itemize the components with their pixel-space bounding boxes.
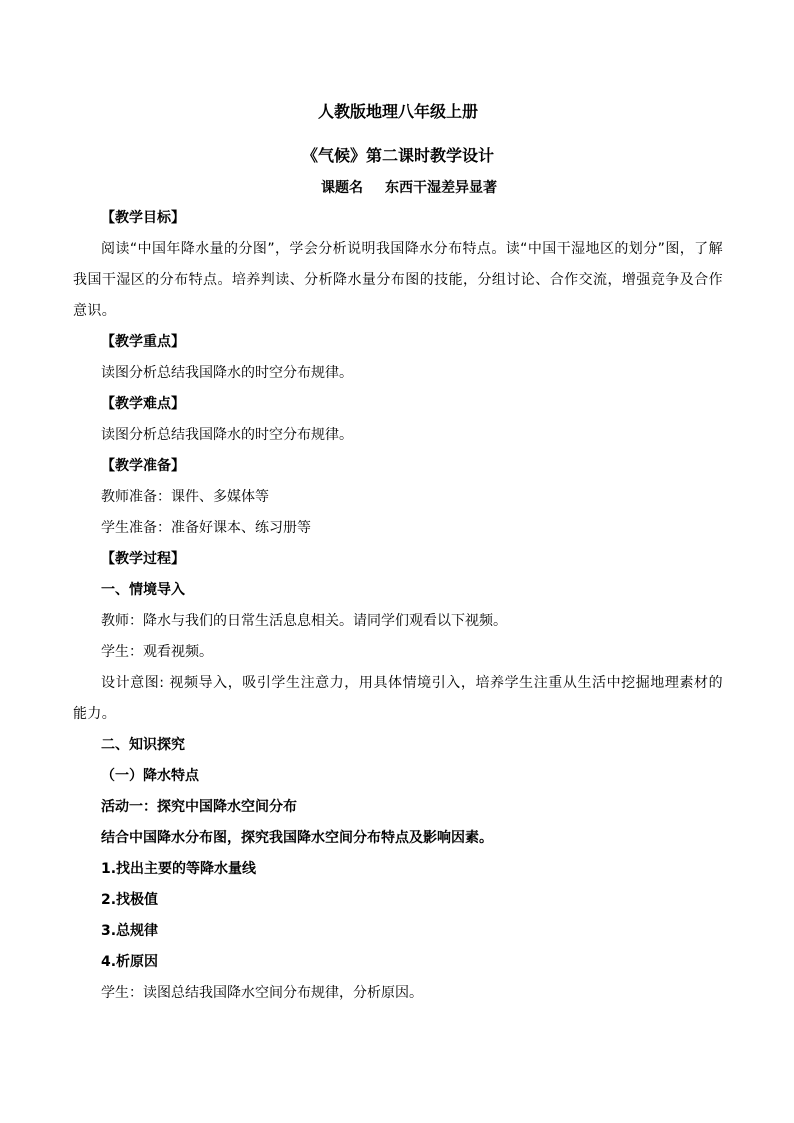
document-body	[73, 103, 723, 1009]
key-points-heading: 【教学重点】	[101, 334, 185, 350]
activity1-student: 学生：读图总结我国降水空间分布规律，分析原因。	[101, 985, 423, 1001]
goals-heading: 【教学目标】	[101, 210, 185, 226]
activity1-task: 结合中国降水分布图，探究我国降水空间分布特点及影响因素。	[101, 830, 493, 846]
lesson-topic-text: 东西干湿差异显著	[385, 180, 497, 196]
section1-design: 设计意图: 视频导入，吸引学生注意力，用具体情境引入，培养学生注重从生活中挖掘地理素材的能力。	[73, 675, 723, 722]
preparation-teacher: 教师准备：课件、多媒体等	[101, 489, 269, 505]
process-heading: 【教学过程】	[101, 551, 185, 567]
document-title-line2: 《气候》第二课时教学设计	[301, 146, 494, 165]
section1-teacher: 教师：降水与我们的日常生活息息相关。请同学们观看以下视频。	[101, 613, 507, 629]
section2-heading: 二、知识探究	[101, 737, 185, 753]
key-points-text: 读图分析总结我国降水的时空分布规律。	[101, 365, 353, 381]
preparation-student: 学生准备：准备好课本、练习册等	[101, 520, 311, 536]
lesson-topic-label: 课题名	[321, 180, 363, 196]
step-1: 1.找出主要的等降水量线	[101, 861, 257, 877]
section1-student: 学生：观看视频。	[101, 644, 213, 660]
sub1-heading: （一）降水特点	[101, 768, 199, 784]
section1-heading: 一、情境导入	[101, 582, 185, 598]
step-3: 3.总规律	[101, 923, 159, 939]
difficulty-text: 读图分析总结我国降水的时空分布规律。	[101, 427, 353, 443]
preparation-heading: 【教学准备】	[101, 458, 185, 474]
lesson-topic	[73, 179, 723, 197]
difficulty-heading: 【教学难点】	[101, 396, 185, 412]
step-2: 2.找极值	[101, 892, 159, 908]
goals-text: 阅读“中国年降水量的分图”，学会分析说明我国降水分布特点。读“中国干湿地区的划分”图，了解我国干湿区的分布特点。培养判读、分析降水量分布图的技能，分组讨论、合作交流，增强竞争及合作意识。	[73, 241, 723, 319]
activity1-heading: 活动一：探究中国降水空间分布	[101, 799, 297, 815]
step-4: 4.析原因	[101, 954, 159, 970]
document-title-line1: 人教版地理八年级上册	[317, 102, 478, 121]
